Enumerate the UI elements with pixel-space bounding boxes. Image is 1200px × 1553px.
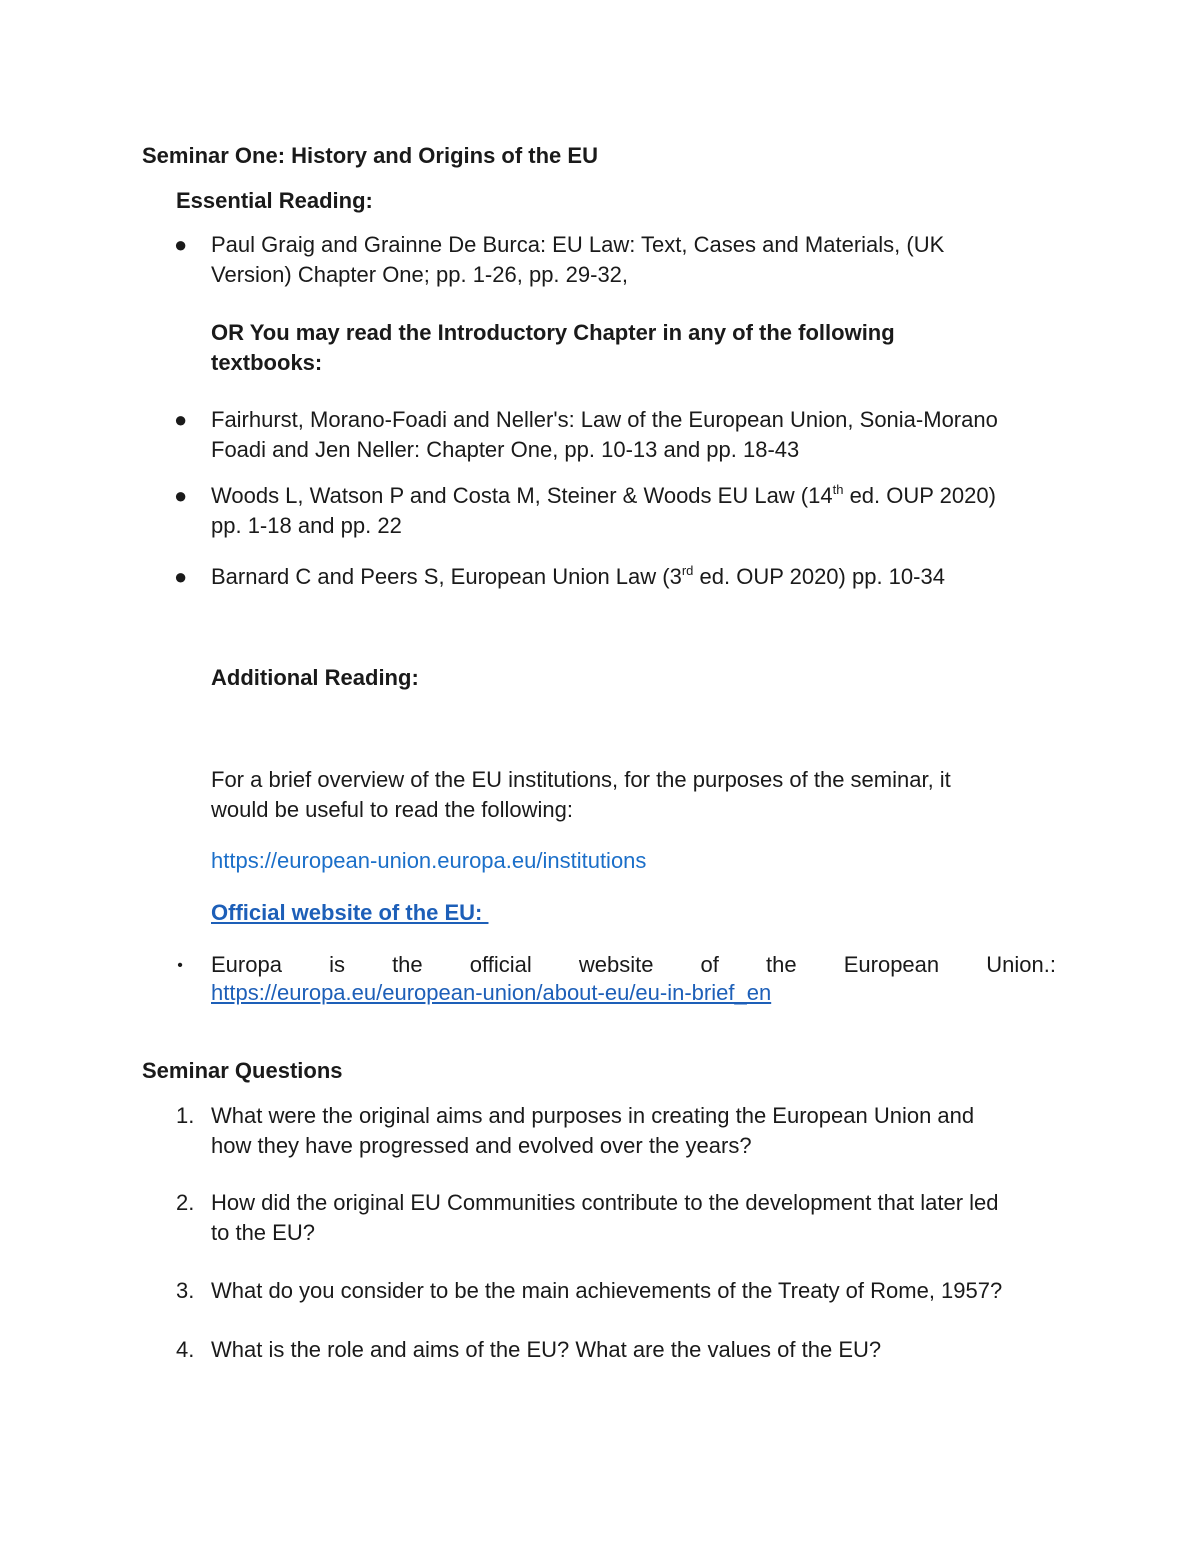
word: Europa	[211, 952, 282, 977]
essential-reading-heading: Essential Reading:	[176, 188, 373, 213]
list-item-line: Foadi and Jen Neller: Chapter One, pp. 10-13 and pp. 18-43	[211, 437, 800, 462]
additional-reading-heading: Additional Reading:	[211, 665, 419, 690]
list-item	[211, 405, 1056, 465]
question-number: 2.	[176, 1190, 195, 1215]
word: of	[700, 952, 719, 977]
seminar-questions-heading: Seminar Questions	[142, 1058, 343, 1083]
question-line: What were the original aims and purposes in creating the European Union and	[211, 1103, 975, 1128]
list-item-line: Fairhurst, Morano-Foadi and Neller's: Law of the European Union, Sonia-Morano	[211, 407, 998, 432]
list-item-line: Version) Chapter One; pp. 1-26, pp. 29-32,	[211, 262, 629, 287]
list-item	[211, 481, 1056, 541]
or-note	[211, 318, 1056, 378]
intro-line: would be useful to read the following:	[211, 797, 574, 822]
bullet-dot: ●	[174, 232, 188, 257]
list-item-line: Paul Graig and Grainne De Burca: EU Law: Text, Cases and Materials, (UK	[211, 232, 945, 257]
list-item	[211, 562, 1056, 592]
institutions-link[interactable]: https://european-union.europa.eu/institutions	[211, 848, 647, 873]
word: European	[843, 952, 940, 977]
additional-intro	[211, 765, 1056, 825]
word: Union.:	[986, 952, 1056, 977]
superscript: th	[832, 482, 844, 497]
list-item	[211, 230, 1056, 290]
text-segment: ed. OUP 2020) pp. 10-34	[693, 564, 945, 589]
word: official	[469, 952, 532, 977]
word: website	[578, 952, 654, 977]
bullet-dot: •	[177, 957, 183, 974]
question-number: 3.	[176, 1278, 195, 1303]
list-item-line: pp. 1-18 and pp. 22	[211, 513, 402, 538]
question-line: how they have progressed and evolved over the years?	[211, 1133, 752, 1158]
bullet-dot: ●	[174, 407, 188, 432]
europa-item	[211, 951, 1056, 1007]
question-number: 4.	[176, 1337, 195, 1362]
europa-link[interactable]: https://europa.eu/european-union/about-eu/eu-in-brief_en	[211, 980, 772, 1005]
question-line: What is the role and aims of the EU? What are the values of the EU?	[211, 1337, 882, 1362]
text-segment: Barnard C and Peers S, European Union Law (3	[211, 564, 682, 589]
word: the	[766, 952, 797, 977]
page-title: Seminar One: History and Origins of the EU	[142, 143, 598, 168]
word: the	[392, 952, 423, 977]
question-number: 1.	[176, 1103, 195, 1128]
question-item	[211, 1188, 1056, 1248]
question-line: How did the original EU Communities contribute to the development that later led	[211, 1190, 999, 1215]
official-website-heading[interactable]: Official website of the EU:	[211, 900, 489, 925]
bullet-dot: ●	[174, 564, 188, 589]
list-item-line	[211, 481, 1056, 511]
word: is	[329, 952, 345, 977]
text-segment: ed. OUP 2020)	[843, 483, 996, 508]
intro-line: For a brief overview of the EU institutions, for the purposes of the seminar, it	[211, 767, 951, 792]
or-note-line: OR You may read the Introductory Chapter in any of the following	[211, 320, 895, 345]
superscript: rd	[681, 563, 694, 578]
europa-line	[211, 951, 1056, 979]
question-item	[211, 1101, 1056, 1161]
question-line: to the EU?	[211, 1220, 315, 1245]
bullet-dot: ●	[174, 483, 188, 508]
text-segment: Woods L, Watson P and Costa M, Steiner & Woods EU Law (14	[211, 483, 833, 508]
question-line: What do you consider to be the main achievements of the Treaty of Rome, 1957?	[211, 1278, 1003, 1303]
question-item	[211, 1335, 1056, 1365]
or-note-line: textbooks:	[211, 350, 323, 375]
question-item	[211, 1276, 1056, 1306]
